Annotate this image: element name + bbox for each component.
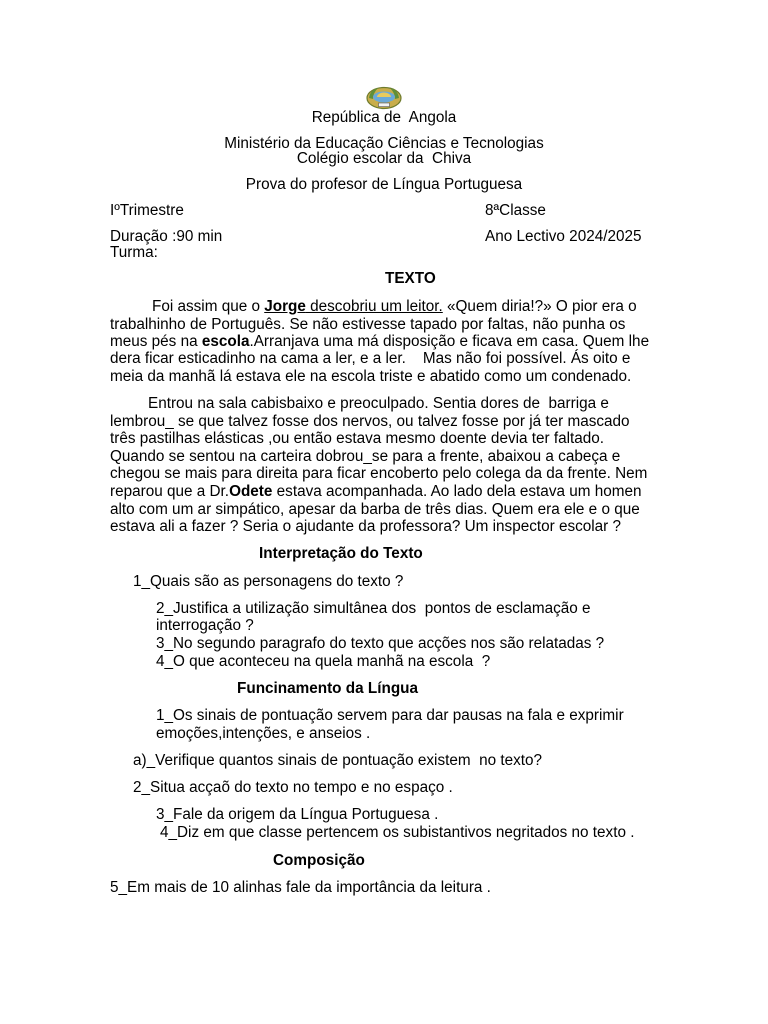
school-name: Colégio escolar da Chiva [296,150,472,167]
paragraph-1-line [110,333,649,351]
question-item: a)_Verifique quantos sinais de pontuação existem no texto? [133,752,543,769]
paragraph-2-line: alto com um ar simpático, apesar da barba de três dias. Quem era ele e o que [110,501,640,518]
paragraph-2-line: lembrou_ se que talvez fosse dos nervos, ou talvez fosse por já ter mascado [110,413,630,430]
line-segment: .Arranjava uma má disposição e ficava em casa. Quem lhe [249,333,650,350]
grade-label: 8ªClasse [485,202,546,219]
line-segment: meus pés na [110,333,202,350]
emblem-book [379,103,390,107]
question-item: 5_Em mais de 10 alinhas fale da importância da leitura . [110,879,491,896]
composition-heading: Composição [273,852,365,869]
paragraph-1-line: dera ficar esticadinho na cama a ler, e a ler. Mas não foi possível. Ás oito e [110,350,631,367]
bold-word: Odete [229,483,273,500]
trimester-label: IºTrimestre [110,202,184,219]
ministry-name: Ministério da Educação Ciências e Tecnologias [224,135,544,152]
underlined-phrase [264,298,443,315]
duration-label: Duração :90 min [110,228,223,245]
paragraph-2-line [110,483,642,501]
line-segment: «Quem diria!?» O pior era o [442,298,637,315]
line-segment: estava acompanhada. Ao lado dela estava um homen [272,483,642,500]
bold-word: escola [201,333,250,350]
line-segment: reparou que a Dr. [110,483,230,500]
question-item-continuation: emoções,intenções, e anseios . [156,725,371,742]
paragraph-2-line: chegou se mais para direita para ficar encoberto pelo colega da da frente. Nem [110,465,648,482]
question-item: 3_No segundo paragrafo do texto que acções nos são relatadas ? [156,635,605,652]
paragraph-2-line: três pastilhas elásticas ,ou então estava mesmo doente devia ter faltado. [110,430,605,447]
line-segment: descobriu um leitor. [305,298,443,315]
question-item: 1_Quais são as personagens do texto ? [133,573,404,590]
angola-coat-of-arms-icon [365,85,403,111]
paragraph-2-line: Quando se sentou na carteira dobrou_se para a frente, abaixou a cabeça e [110,448,621,465]
question-item: 4_Diz em que classe pertencem os subistantivos negritados no texto . [160,824,635,841]
paragraph-2-line: estava ali a fazer ? Seria o ajudante da professora? Um inspector escolar ? [110,518,622,535]
question-item: 2_Situa acçaõ do texto no tempo e no espaço . [133,779,453,796]
paragraph-1-line: trabalhinho de Português. Se não estivesse tapado por faltas, não punha os [110,316,626,333]
bold-word: Jorge [264,298,306,315]
question-item: 3_Fale da origem da Língua Portuguesa . [156,806,439,823]
country-name: República de Angola [311,109,457,126]
text-heading: TEXTO [385,270,436,287]
question-item-continuation: interrogação ? [156,617,254,634]
paragraph-1-line [152,298,637,316]
question-item: 4_O que aconteceu na quela manhã na escola ? [156,653,491,670]
paragraph-2-line: Entrou na sala cabisbaixo e preoculpado. Sentia dores de barriga e [148,395,609,412]
language-function-heading: Funcinamento da Língua [237,680,419,697]
exam-title: Prova do profesor de Língua Portuguesa [245,176,523,193]
question-item: 2_Justifica a utilização simultânea dos pontos de esclamação e [156,600,591,617]
school-year-label: Ano Lectivo 2024/2025 [485,228,642,245]
interpretation-heading: Interpretação do Texto [259,545,423,562]
paragraph-1-line: meia da manhã lá estava ele na escola triste e abatido como um condenado. [110,368,632,385]
class-label: Turma: [110,244,158,261]
line-segment: Foi assim que o [152,298,265,315]
question-item: 1_Os sinais de pontuação servem para dar pausas na fala e exprimir [156,707,624,724]
